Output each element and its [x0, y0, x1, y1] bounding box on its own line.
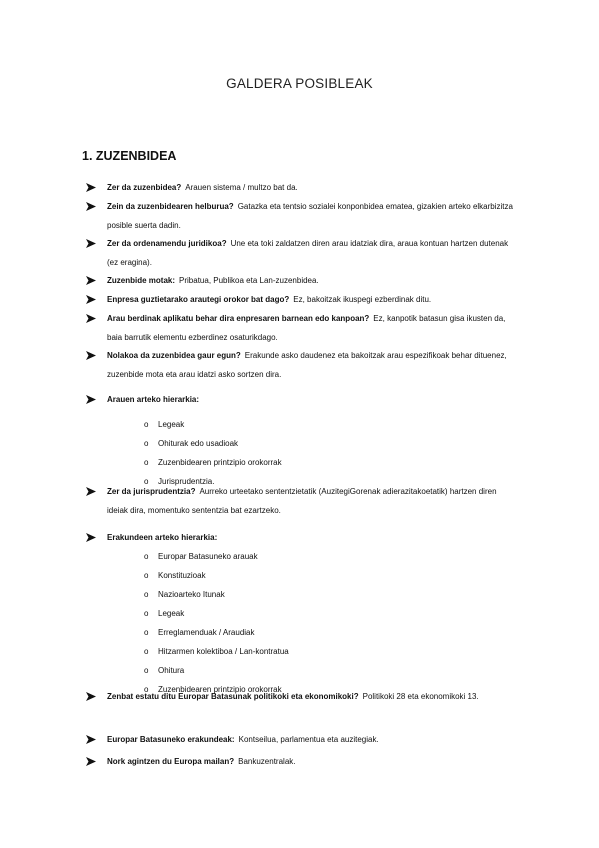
circle-bullet-icon: o: [144, 571, 149, 580]
circle-bullet-icon: o: [144, 647, 149, 656]
circle-bullet-icon: o: [144, 685, 149, 694]
sub-list-item: [144, 604, 185, 623]
sub-list-text: Nazioarteko Itunak: [158, 590, 225, 599]
arrow-bullet-icon: [86, 390, 98, 409]
question-text: Nork agintzen du Europa mailan?: [107, 757, 235, 766]
sub-list-text: Erreglamenduak / Araudiak: [158, 628, 255, 637]
answer-text: Pribatua, Publikoa eta Lan-zuzenbidea.: [179, 276, 319, 285]
sub-list-item: [144, 642, 289, 661]
arrow-bullet-icon: [86, 752, 98, 771]
circle-bullet-icon: o: [144, 477, 149, 486]
circle-bullet-icon: o: [144, 609, 149, 618]
circle-bullet-icon: o: [144, 458, 149, 467]
arrow-bullet-icon: [86, 178, 98, 197]
sub-list-text: Ohiturak edo usadioak: [158, 439, 239, 448]
arrow-bullet-icon: [86, 271, 98, 290]
arrow-bullet-icon: [86, 730, 98, 749]
question-text: Erakundeen arteko hierarkia:: [107, 533, 218, 542]
arrow-bullet-icon: [86, 309, 98, 328]
sub-list-text: Legeak: [158, 609, 185, 618]
arrow-bullet-icon: [86, 290, 98, 309]
question-text: Nolakoa da zuzenbidea gaur egun?: [107, 351, 241, 360]
circle-bullet-icon: o: [144, 420, 149, 429]
question-text: Arauen arteko hierarkia:: [107, 395, 200, 404]
sub-list-text: Jurisprudentzia.: [158, 477, 215, 486]
answer-text: Ez, bakoitzak ikuspegi ezberdinak ditu.: [293, 295, 432, 304]
answer-text: Gatazka eta tentsio sozialei konponbidea ematea, gizakien arteko elkarbizitza posible suerta dadin.: [107, 202, 513, 230]
arrow-bullet-icon: [86, 482, 98, 501]
question-text: Zer da zuzenbidea?: [107, 183, 182, 192]
sub-list-text: Hitzarmen kolektiboa / Lan-kontratua: [158, 647, 289, 656]
arrow-bullet-icon: [86, 197, 98, 216]
circle-bullet-icon: o: [144, 666, 149, 675]
document-title: GALDERA POSIBLEAK: [226, 76, 373, 91]
section-heading: 1. ZUZENBIDEA: [82, 149, 177, 163]
question-text: Arau berdinak aplikatu behar dira enpresaren barnean edo kanpoan?: [107, 314, 370, 323]
arrow-bullet-icon: [86, 528, 98, 547]
circle-bullet-icon: o: [144, 628, 149, 637]
question-text: Zein da zuzenbidearen helburua?: [107, 202, 234, 211]
sub-list-item: [144, 547, 258, 566]
sub-list-item: [144, 415, 185, 434]
answer-text: Politikoki 28 eta ekonomikoki 13.: [362, 692, 479, 701]
question-text: Europar Batasuneko erakundeak:: [107, 735, 235, 744]
answer-text: Bankuzentralak.: [238, 757, 296, 766]
question-item: [107, 234, 517, 272]
answer-text: Ez, kanpotik batasun gisa ikusten da, baia barrutik elementu ezberdinez osaturikdago.: [107, 314, 506, 342]
question-item: [107, 271, 517, 290]
question-item: [107, 178, 517, 197]
sub-list-text: Legeak: [158, 420, 185, 429]
sub-list-item: [144, 453, 282, 472]
sub-list-item: [144, 623, 255, 642]
answer-text: Kontseilua, parlamentua eta auzitegiak.: [238, 735, 379, 744]
sub-list-item: [144, 434, 239, 453]
question-text: Zer da ordenamendu juridikoa?: [107, 239, 227, 248]
circle-bullet-icon: o: [144, 439, 149, 448]
question-item: [107, 346, 517, 384]
arrow-bullet-icon: [86, 234, 98, 253]
circle-bullet-icon: o: [144, 590, 149, 599]
arrow-bullet-icon: [86, 346, 98, 365]
question-item: [107, 390, 517, 409]
sub-list-item: [144, 585, 225, 604]
sub-list-text: Konstituzioak: [158, 571, 206, 580]
sub-list-text: Ohitura: [158, 666, 185, 675]
question-text: Zer da jurisprudentzia?: [107, 487, 196, 496]
question-item: [107, 528, 517, 547]
question-text: Enpresa guztietarako arautegi orokor bat dago?: [107, 295, 290, 304]
answer-text: Aurreko urteetako sententzietatik (AuzitegiGorenak adierazitakoetatik) hartzen diren ideiak dira, momentuko sententzia bat ezartzeko.: [107, 487, 497, 515]
answer-text: Erakunde asko daudenez eta bakoitzak arau espezifikoak behar dituenez, zuzenbide mota eta arau idatzi asko sortzen dira.: [107, 351, 507, 379]
sub-list-item: [144, 680, 282, 699]
question-item: [107, 290, 517, 309]
question-item: [107, 309, 517, 347]
sub-list-text: Zuzenbidearen printzipio orokorrak: [158, 685, 282, 694]
question-text: Zenbat estatu ditu Europar Batasunak politikoki eta ekonomikoki?: [107, 692, 359, 701]
sub-list-text: Zuzenbidearen printzipio orokorrak: [158, 458, 282, 467]
question-item: [107, 197, 517, 235]
question-item: [107, 730, 517, 749]
sub-list-item: [144, 472, 215, 491]
answer-text: Une eta toki zaldatzen diren arau idatziak dira, araua kontuan hartzen dutenak (ez eragina).: [107, 239, 509, 267]
answer-text: Arauen sistema / multzo bat da.: [185, 183, 298, 192]
question-text: Zuzenbide motak:: [107, 276, 176, 285]
question-item: [107, 752, 517, 771]
circle-bullet-icon: o: [144, 552, 149, 561]
sub-list-text: Europar Batasuneko arauak: [158, 552, 258, 561]
sub-list-item: [144, 566, 206, 585]
arrow-bullet-icon: [86, 687, 98, 706]
sub-list-item: [144, 661, 185, 680]
